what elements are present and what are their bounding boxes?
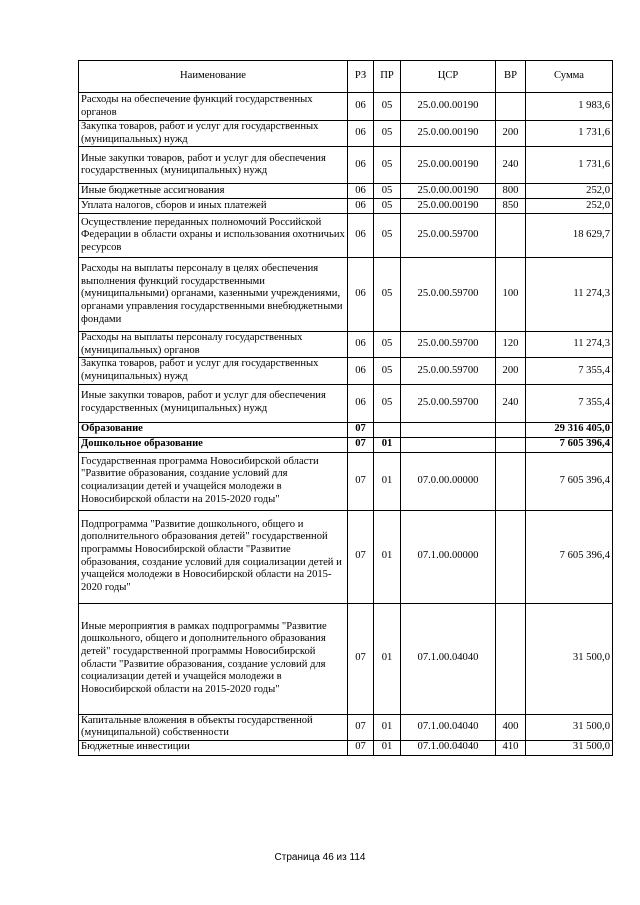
cell-pr: 01 (374, 740, 401, 755)
cell-rz: 07 (348, 510, 374, 603)
cell-name: Иные закупки товаров, работ и услуг для обеспечения государственных (муниципальных) нужд (79, 384, 348, 422)
cell-csr: 07.1.00.00000 (401, 510, 496, 603)
cell-sum: 1 731,6 (526, 147, 613, 184)
header-sum: Сумма (526, 61, 613, 93)
header-rz: РЗ (348, 61, 374, 93)
table-row (79, 510, 613, 603)
cell-pr: 01 (374, 452, 401, 510)
cell-rz: 07 (348, 452, 374, 510)
cell-csr: 07.1.00.04040 (401, 603, 496, 714)
cell-rz: 07 (348, 422, 374, 437)
cell-csr: 25.0.00.59700 (401, 258, 496, 332)
cell-sum: 7 605 396,4 (526, 437, 613, 452)
cell-vr: 850 (496, 199, 526, 214)
cell-rz: 06 (348, 184, 374, 199)
table-row (79, 452, 613, 510)
cell-rz: 06 (348, 121, 374, 147)
cell-vr: 240 (496, 147, 526, 184)
cell-rz: 07 (348, 437, 374, 452)
cell-vr (496, 603, 526, 714)
cell-sum: 1 983,6 (526, 93, 613, 121)
cell-vr: 240 (496, 384, 526, 422)
cell-pr: 05 (374, 184, 401, 199)
cell-vr: 120 (496, 332, 526, 358)
table-header-row (79, 61, 613, 93)
table-row (79, 214, 613, 258)
cell-sum: 31 500,0 (526, 714, 613, 740)
cell-csr: 25.0.00.59700 (401, 214, 496, 258)
cell-pr: 01 (374, 603, 401, 714)
header-pr: ПР (374, 61, 401, 93)
cell-name: Закупка товаров, работ и услуг для государственных (муниципальных) нужд (79, 121, 348, 147)
table-row (79, 258, 613, 332)
cell-sum: 29 316 405,0 (526, 422, 613, 437)
cell-pr: 05 (374, 199, 401, 214)
table-row (79, 422, 613, 437)
cell-name: Иные закупки товаров, работ и услуг для обеспечения государственных (муниципальных) нужд (79, 147, 348, 184)
cell-csr: 25.0.00.00190 (401, 147, 496, 184)
table-row (79, 740, 613, 755)
cell-rz: 06 (348, 358, 374, 384)
cell-rz: 06 (348, 214, 374, 258)
cell-vr (496, 452, 526, 510)
cell-pr: 05 (374, 384, 401, 422)
cell-sum: 11 274,3 (526, 332, 613, 358)
cell-sum: 7 605 396,4 (526, 510, 613, 603)
cell-pr: 01 (374, 510, 401, 603)
cell-pr: 05 (374, 93, 401, 121)
table-row (79, 93, 613, 121)
cell-pr: 01 (374, 714, 401, 740)
cell-rz: 06 (348, 147, 374, 184)
cell-csr: 25.0.00.59700 (401, 332, 496, 358)
cell-sum: 7 605 396,4 (526, 452, 613, 510)
cell-rz: 07 (348, 603, 374, 714)
cell-name: Иные бюджетные ассигнования (79, 184, 348, 199)
table-row (79, 184, 613, 199)
table-row (79, 199, 613, 214)
cell-vr (496, 93, 526, 121)
cell-vr: 200 (496, 358, 526, 384)
cell-name: Дошкольное образование (79, 437, 348, 452)
cell-sum: 1 731,6 (526, 121, 613, 147)
table-row (79, 603, 613, 714)
cell-vr (496, 437, 526, 452)
header-name: Наименование (79, 61, 348, 93)
cell-rz: 07 (348, 740, 374, 755)
header-csr: ЦСР (401, 61, 496, 93)
cell-sum: 252,0 (526, 184, 613, 199)
table-row (79, 358, 613, 384)
cell-csr: 25.0.00.00190 (401, 199, 496, 214)
cell-sum: 7 355,4 (526, 384, 613, 422)
cell-rz: 06 (348, 93, 374, 121)
cell-vr: 400 (496, 714, 526, 740)
cell-pr (374, 422, 401, 437)
cell-rz: 06 (348, 258, 374, 332)
cell-name: Капитальные вложения в объекты государственной (муниципальной) собственности (79, 714, 348, 740)
table-row (79, 147, 613, 184)
table-row (79, 121, 613, 147)
cell-name: Бюджетные инвестиции (79, 740, 348, 755)
cell-csr: 25.0.00.00190 (401, 121, 496, 147)
table-body (79, 93, 613, 756)
cell-vr (496, 422, 526, 437)
cell-sum: 7 355,4 (526, 358, 613, 384)
cell-name: Уплата налогов, сборов и иных платежей (79, 199, 348, 214)
cell-vr: 200 (496, 121, 526, 147)
table-row (79, 437, 613, 452)
cell-name: Расходы на выплаты персоналу в целях обеспечения выполнения функций государственными (муниципальными) органами, казенными учреждениями, органами управления государственными внебюджетными фондами (79, 258, 348, 332)
cell-vr (496, 214, 526, 258)
cell-vr: 100 (496, 258, 526, 332)
cell-rz: 06 (348, 332, 374, 358)
cell-csr: 07.0.00.00000 (401, 452, 496, 510)
cell-vr (496, 510, 526, 603)
table-row (79, 714, 613, 740)
cell-csr: 25.0.00.59700 (401, 358, 496, 384)
cell-name: Расходы на обеспечение функций государственных органов (79, 93, 348, 121)
cell-name: Государственная программа Новосибирской области "Развитие образования, создание условий для социализации детей и учащейся молодежи в Новосибирской области на 2015-2020 годы" (79, 452, 348, 510)
cell-vr: 410 (496, 740, 526, 755)
cell-sum: 31 500,0 (526, 603, 613, 714)
cell-pr: 05 (374, 358, 401, 384)
cell-csr: 07.1.00.04040 (401, 740, 496, 755)
cell-pr: 01 (374, 437, 401, 452)
cell-sum: 11 274,3 (526, 258, 613, 332)
cell-rz: 06 (348, 384, 374, 422)
cell-pr: 05 (374, 121, 401, 147)
cell-pr: 05 (374, 147, 401, 184)
page-number: Страница 46 из 114 (274, 852, 366, 863)
cell-csr: 25.0.00.00190 (401, 184, 496, 199)
cell-name: Закупка товаров, работ и услуг для государственных (муниципальных) нужд (79, 358, 348, 384)
cell-csr: 25.0.00.59700 (401, 384, 496, 422)
cell-pr: 05 (374, 258, 401, 332)
table-row (79, 384, 613, 422)
cell-pr: 05 (374, 214, 401, 258)
cell-name: Образование (79, 422, 348, 437)
cell-csr (401, 437, 496, 452)
header-vr: ВР (496, 61, 526, 93)
cell-rz: 07 (348, 714, 374, 740)
cell-vr: 800 (496, 184, 526, 199)
cell-name: Осуществление переданных полномочий Российской Федерации в области охраны и использования охотничьих ресурсов (79, 214, 348, 258)
budget-table (78, 60, 613, 756)
cell-csr (401, 422, 496, 437)
table-row (79, 332, 613, 358)
cell-sum: 252,0 (526, 199, 613, 214)
cell-name: Расходы на выплаты персоналу государственных (муниципальных) органов (79, 332, 348, 358)
cell-sum: 18 629,7 (526, 214, 613, 258)
cell-csr: 07.1.00.04040 (401, 714, 496, 740)
cell-sum: 31 500,0 (526, 740, 613, 755)
cell-name: Иные мероприятия в рамках подпрограммы "Развитие дошкольного, общего и дополнительного образования детей" государственной программы Новосибирской области "Развитие образования, создание условий для социализации детей и учащейся молодежи в Новосибирской области на 2015-2020 годы" (79, 603, 348, 714)
cell-pr: 05 (374, 332, 401, 358)
cell-csr: 25.0.00.00190 (401, 93, 496, 121)
cell-rz: 06 (348, 199, 374, 214)
cell-name: Подпрограмма "Развитие дошкольного, общего и дополнительного образования детей" государственной программы Новосибирской области "Развитие образования, создание условий для социализации детей и учащейся молодежи в Новосибирской области на 2015-2020 годы" (79, 510, 348, 603)
